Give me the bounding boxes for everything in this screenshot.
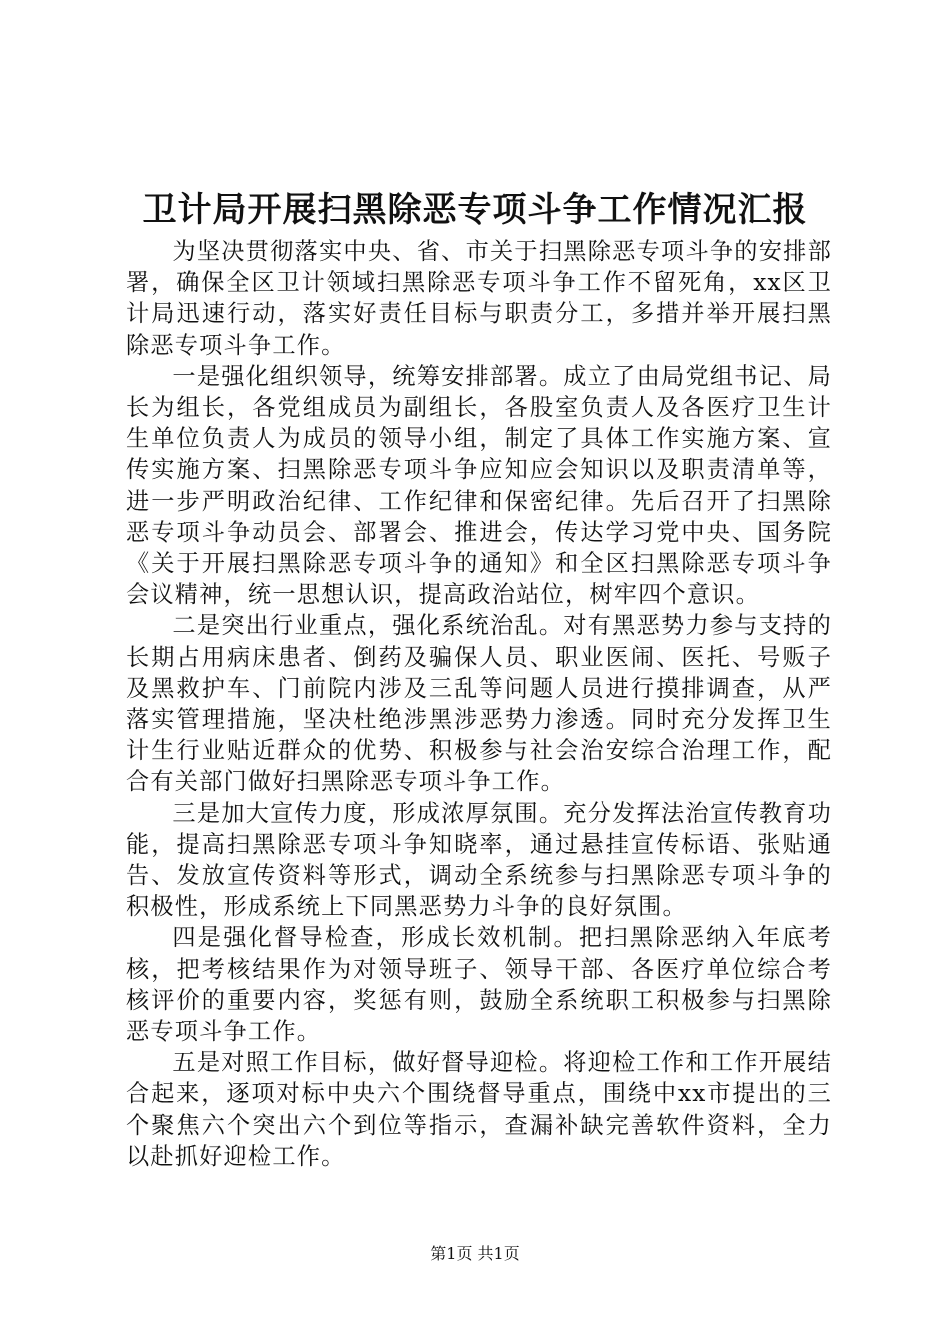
paragraph-organization: 一是强化组织领导，统筹安排部署。成立了由局党组书记、局长为组长，各党组成员为副组长，各股室负责人及各医疗卫生计生单位负责人为成员的领导小组，制定了具体工作实施方案、宣传实施方案、扫黑除恶专项斗争应知应会知识以及职责清单等，进一步严明政治纪律、工作纪律和保密纪律。先后召开了扫黑除恶专项斗争动员会、部署会、推进会，传达学习党中央、国务院《关于开展扫黑除恶专项斗争的通知》和全区扫黑除恶专项斗争会议精神，统一思想认识，提高政治站位，树牢四个意识。 (126, 362, 832, 609)
page-footer: 第1页 共1页 (430, 1244, 520, 1263)
paragraph-publicity: 三是加大宣传力度，形成浓厚氛围。充分发挥法治宣传教育功能，提高扫黑除恶专项斗争知晓率，通过悬挂宣传标语、张贴通告、发放宣传资料等形式，调动全系统参与扫黑除恶专项斗争的积极性，形成系统上下同黑恶势力斗争的良好氛围。 (126, 799, 832, 921)
paragraph-inspection: 五是对照工作目标，做好督导迎检。将迎检工作和工作开展结合起来，逐项对标中央六个围绕督导重点，围绕中xx市提出的三个聚焦六个突出六个到位等指示，查漏补缺完善软件资料，全力以赴抓好迎检工作。 (126, 1049, 832, 1170)
document-title: 卫计局开展扫黑除恶专项斗争工作情况汇报 (142, 190, 808, 230)
paragraph-intro: 为坚决贯彻落实中央、省、市关于扫黑除恶专项斗争的安排部署，确保全区卫计领域扫黑除恶专项斗争工作不留死角，xx区卫计局迅速行动，落实好责任目标与职责分工，多措并举开展扫黑除恶专项斗争工作。 (126, 238, 832, 359)
paragraph-supervision: 四是强化督导检查，形成长效机制。把扫黑除恶纳入年底考核，把考核结果作为对领导班子、领导干部、各医疗单位综合考核评价的重要内容，奖惩有则，鼓励全系统职工积极参与扫黑除恶专项斗争工作。 (126, 924, 832, 1046)
document-body (126, 236, 832, 1172)
paragraph-industry-focus: 二是突出行业重点，强化系统治乱。对有黑恶势力参与支持的长期占用病床患者、倒药及骗保人员、职业医闹、医托、号贩子及黑救护车、门前院内涉及三乱等问题人员进行摸排调查，从严落实管理措施，坚决杜绝涉黑涉恶势力渗透。同时充分发挥卫生计生行业贴近群众的优势、积极参与社会治安综合治理工作，配合有关部门做好扫黑除恶专项斗争工作。 (126, 612, 832, 796)
